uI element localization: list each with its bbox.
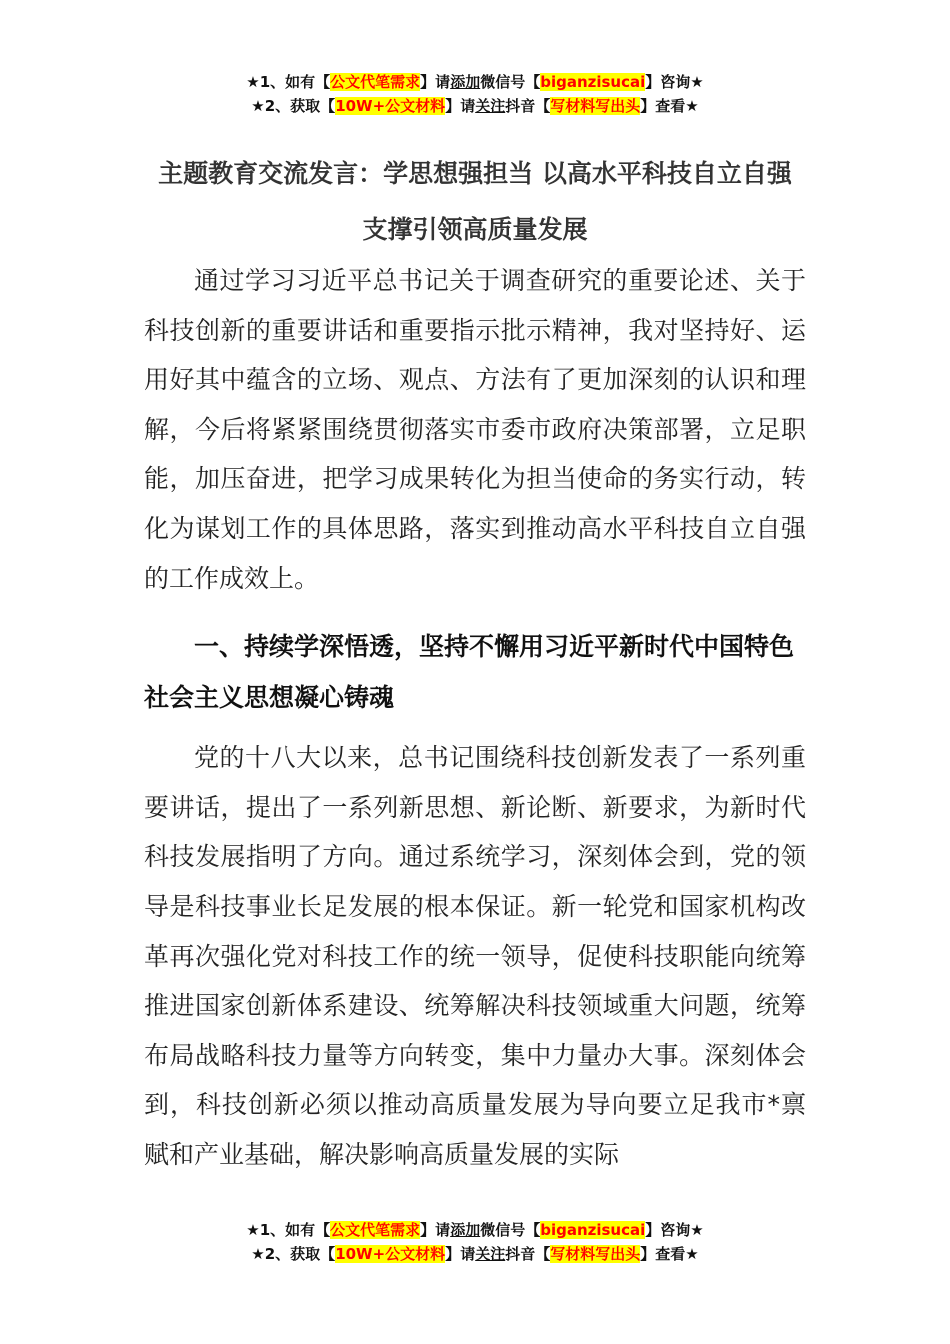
promo-line-1 [0, 1218, 950, 1242]
promo-text: 抖音【 [505, 1245, 551, 1263]
promo-underlined: 关注 [475, 1245, 506, 1263]
promo-highlight: biganzisucai [540, 1221, 646, 1239]
promo-text: 】请 [420, 73, 451, 91]
promo-text: 】请 [445, 1245, 476, 1263]
promo-highlight: 10W+公文材料 [335, 97, 446, 115]
promo-text: 】查看★ [640, 1245, 699, 1263]
promo-text: ★1、如有【 [246, 1221, 331, 1239]
document-body [144, 256, 806, 1180]
promo-highlight: 公文代笔需求 [330, 1221, 421, 1239]
promo-text: ★1、如有【 [246, 73, 331, 91]
promo-highlight: 写材料写出头 [550, 97, 641, 115]
promo-line-2 [0, 94, 950, 118]
promo-text: 】咨询★ [645, 1221, 704, 1239]
promo-highlight: 写材料写出头 [550, 1245, 641, 1263]
promo-highlight: 10W+公文材料 [335, 1245, 446, 1263]
promo-text: 】请 [445, 97, 476, 115]
document-title [130, 146, 820, 258]
promo-text: ★2、获取【 [251, 1245, 336, 1263]
promo-underlined: 添加 [450, 73, 481, 91]
title-line-2: 支撑引领高质量发展 [362, 215, 588, 244]
promo-highlight: 公文代笔需求 [330, 73, 421, 91]
promo-text: 】请 [420, 1221, 451, 1239]
promo-underlined: 关注 [475, 97, 506, 115]
title-line-1: 主题教育交流发言：学思想强担当 以高水平科技自立自强 [158, 159, 792, 188]
promo-text: 微信号【 [480, 1221, 541, 1239]
promo-text: 微信号【 [480, 73, 541, 91]
promo-line-1 [0, 70, 950, 94]
promo-banner-bottom [0, 1218, 950, 1266]
promo-banner-top [0, 70, 950, 118]
promo-text: 】咨询★ [645, 73, 704, 91]
promo-underlined: 添加 [450, 1221, 481, 1239]
promo-line-2 [0, 1242, 950, 1266]
promo-highlight: biganzisucai [540, 73, 646, 91]
intro-paragraph: 通过学习习近平总书记关于调查研究的重要论述、关于科技创新的重要讲话和重要指示批示精神，我对坚持好、运用好其中蕴含的立场、观点、方法有了更加深刻的认识和理解，今后将紧紧围绕贯彻落实市委市政府决策部署，立足职能，加压奋进，把学习成果转化为担当使命的务实行动，转化为谋划工作的具体思路，落实到推动高水平科技自立自强的工作成效上。 [144, 266, 806, 593]
promo-text: 抖音【 [505, 97, 551, 115]
section-paragraph: 党的十八大以来，总书记围绕科技创新发表了一系列重要讲话，提出了一系列新思想、新论断、新要求，为新时代科技发展指明了方向。通过系统学习，深刻体会到，党的领导是科技事业长足发展的根本保证。新一轮党和国家机构改革再次强化党对科技工作的统一领导，促使科技职能向统筹推进国家创新体系建设、统筹解决科技领域重大问题，统筹布局战略科技力量等方向转变，集中力量办大事。深刻体会到，科技创新必须以推动高质量发展为导向要立足我市*禀赋和产业基础，解决影响高质量发展的实际 [144, 743, 806, 1169]
promo-text: 】查看★ [640, 97, 699, 115]
section-heading: 一、持续学深悟透，坚持不懈用习近平新时代中国特色社会主义思想凝心铸魂 [144, 632, 795, 713]
promo-text: ★2、获取【 [251, 97, 336, 115]
